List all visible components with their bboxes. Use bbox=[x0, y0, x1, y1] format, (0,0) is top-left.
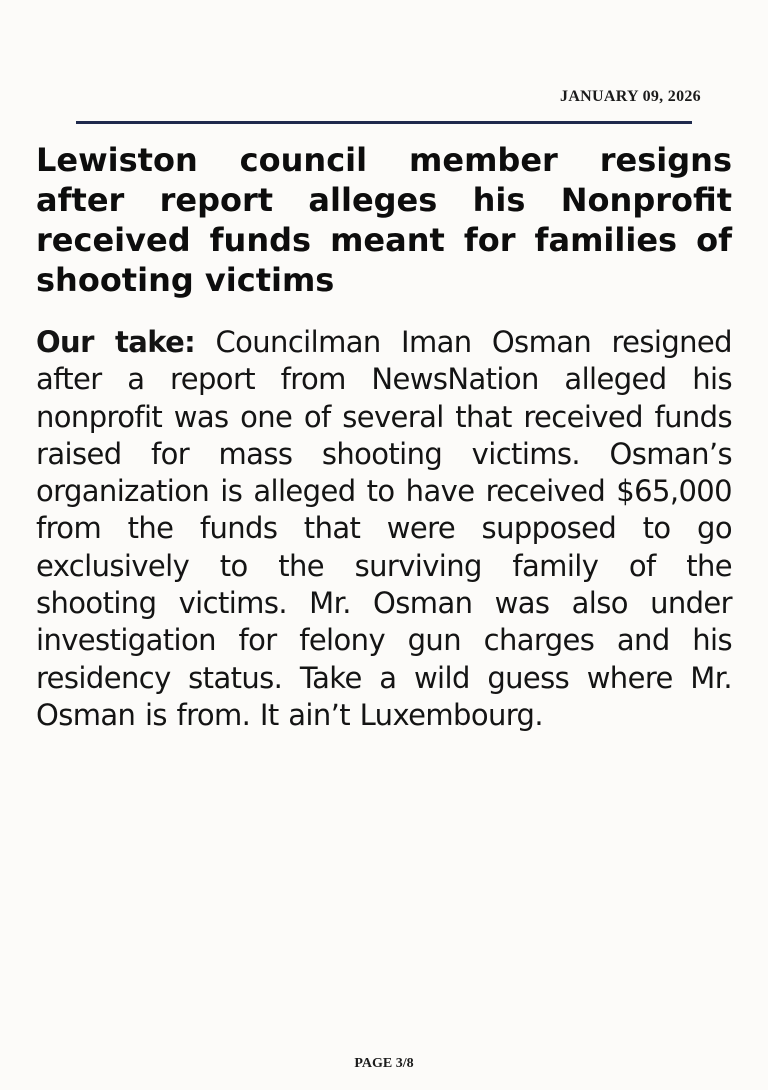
page-number: PAGE 3/8 bbox=[354, 1056, 414, 1071]
article-headline: Lewiston council member resigns after report alleges his Nonprofit received funds meant for families of shooting victims bbox=[36, 141, 732, 299]
issue-date: JANUARY 09, 2026 bbox=[560, 88, 701, 105]
article-body bbox=[36, 324, 732, 734]
article-body-text: Councilman Iman Osman resigned after a report from NewsNation alleged his nonprofit was one of several that received funds raised for mass shooting victims. Osman’s organization is alleged to have received $65,000 from the funds that were supposed to go exclusively to the surviving family of the shooting victims. Mr. Osman was also under investigation for felony gun charges and his residency status. Take a wild guess where Mr. Osman is from. It ain’t Luxembourg. bbox=[36, 325, 732, 732]
our-take-label: Our take: bbox=[36, 325, 196, 359]
header-divider bbox=[76, 121, 692, 124]
